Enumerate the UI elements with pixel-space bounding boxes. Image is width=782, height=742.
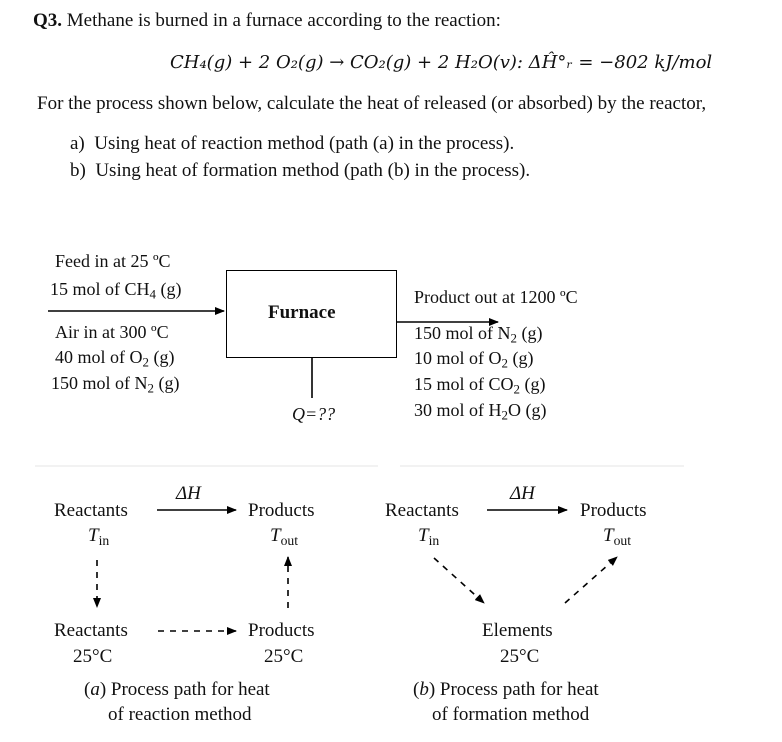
question-prompt: For the process shown below, calculate the heat of released (or absorbed) by the reactor, [37,93,707,114]
part-b-text: Using heat of formation method (path (b) in the process). [95,160,531,181]
path-b-decompose-arrow [434,558,484,603]
path-a-temp-left: 25°C [73,646,113,667]
path-b-t-in: $T_{in}$ [418,525,440,548]
furnace-label: Furnace [268,302,336,323]
path-a-t-out: $T_{out}$ [270,525,299,548]
path-a-reactants-25: Reactants [54,620,128,641]
path-b-reactants: Reactants [385,500,459,521]
product-h2o: 30 mol of $H_2O$ (g) [414,400,547,423]
question-number: Q3. [33,10,63,31]
path-a-products-25: Products [248,620,315,641]
path-a-reactants: Reactants [54,500,128,521]
reaction-equation: CH₄(g) + 2 O₂(g) → CO₂(g) + 2 H₂O(v): ΔĤ°ᵣ = −802 kJ/mol [170,52,713,73]
path-b-elements: Elements [482,620,553,641]
part-b-label: b) [70,160,86,181]
product-n2: 150 mol of $N_2$ (g) [414,323,543,346]
path-a-delta-h: ΔH [176,483,201,504]
path-a-products: Products [248,500,315,521]
question-intro: Methane is burned in a furnace according to the reaction: [62,10,501,31]
path-a-t-in: $T_{in}$ [88,525,110,548]
path-b-t-out: $T_{out}$ [603,525,632,548]
path-a-caption-2: of reaction method [108,704,252,725]
heat-label: Q=?? [292,404,336,424]
path-a-caption-1: (a) Process path for heat [84,679,270,700]
path-a-temp-right: 25°C [264,646,304,667]
path-b-products: Products [580,500,647,521]
path-b-caption-1: (b) Process path for heat [413,679,599,700]
air-n2: 150 mol of $N_2$ (g) [51,373,180,396]
air-o2: 40 mol of $O_2$ (g) [55,347,175,370]
path-b-temp: 25°C [500,646,540,667]
path-b-delta-h: ΔH [510,483,535,504]
feed-species: 15 mol of $CH_4$ (g) [50,279,182,302]
product-o2: 10 mol of $O_2$ (g) [414,348,534,371]
product-co2: 15 mol of $CO_2$ (g) [414,374,546,397]
product-label: Product out at 1200 ºC [414,287,578,307]
path-b-caption-2: of formation method [432,704,590,725]
part-a-label: a) [70,133,85,154]
part-a-text: Using heat of reaction method (path (a) in the process). [94,133,515,154]
path-b-form-arrow [565,557,617,603]
air-label: Air in at 300 ºC [55,322,169,342]
feed-label: Feed in at 25 ºC [55,251,171,271]
